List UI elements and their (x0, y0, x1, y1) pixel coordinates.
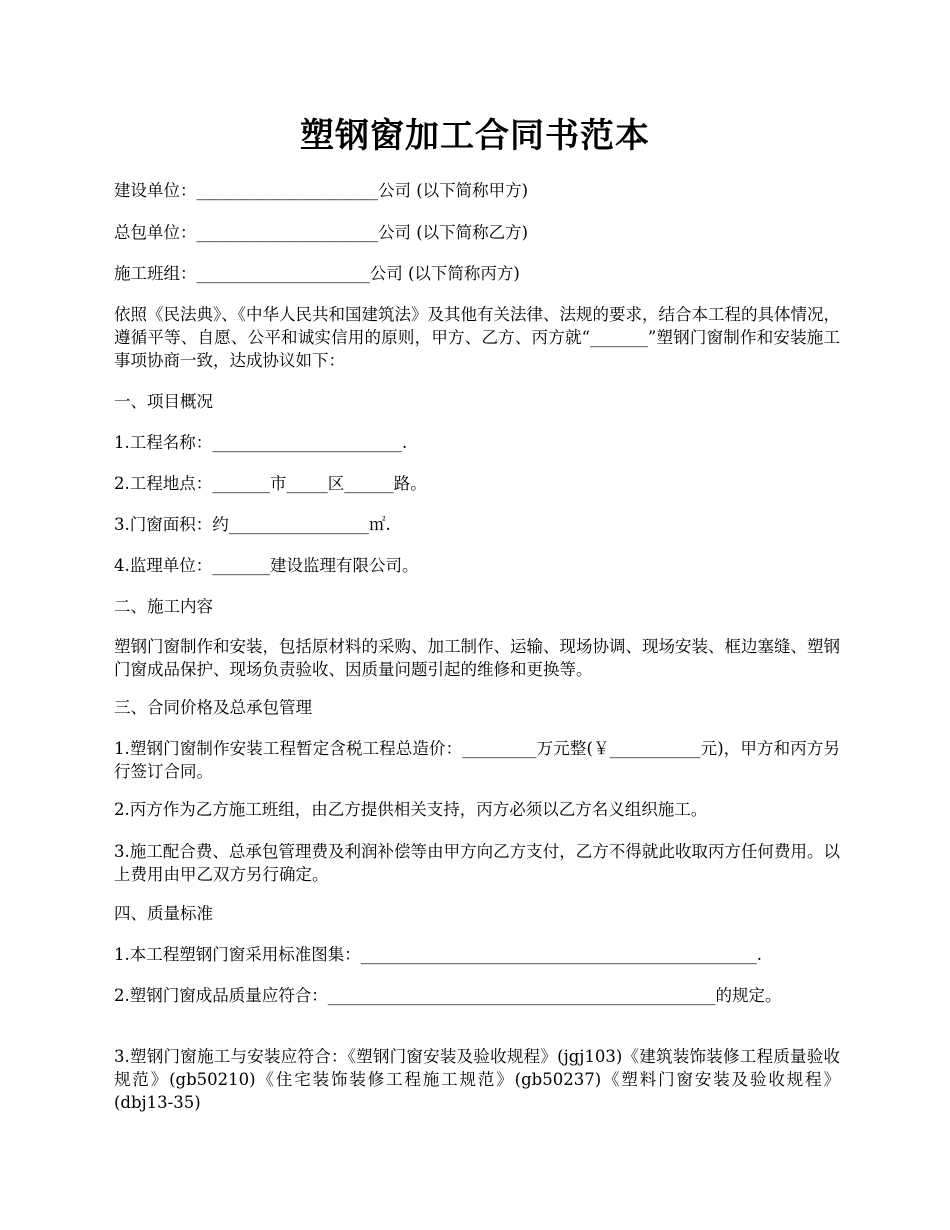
party-b-line: 总包单位：______________________公司 (以下简称乙方) (114, 223, 529, 242)
clause-4-2: 2.塑钢门窗成品质量应符合：_______________________________________________的规定。 (114, 986, 782, 1005)
party-c-line: 施工班组：_____________________公司 (以下简称丙方) (114, 264, 520, 283)
clause-3-3: 3.施工配合费、总承包管理费及利润补偿等由甲方向乙方支付，乙方不得就此收取丙方任何费用。以上费用由甲乙双方另行确定。 (114, 842, 840, 884)
party-a-line: 建设单位：______________________公司 (以下简称甲方) (114, 181, 529, 200)
document-title: 塑钢窗加工合同书范本 (300, 116, 650, 156)
section-heading-1: 一、项目概况 (114, 392, 213, 411)
clause-1-4: 4.监理单位：_______建设监理有限公司。 (114, 556, 419, 575)
clause-1-3: 3.门窗面积：约_________________㎡. (114, 515, 391, 534)
section-heading-2: 二、施工内容 (114, 597, 213, 616)
clause-3-1: 1.塑钢门窗制作安装工程暂定含税工程总造价：_________万元整(￥___________元)，甲方和丙方另行签订合同。 (114, 739, 840, 781)
section-heading-3: 三、合同价格及总承包管理 (114, 698, 312, 717)
clause-1-1: 1.工程名称：_______________________. (114, 433, 408, 452)
construction-content-paragraph: 塑钢门窗制作和安装，包括原材料的采购、加工制作、运输、现场协调、现场安装、框边塞缝、塑钢门窗成品保护、现场负责验收、因质量问题引起的维修和更换等。 (114, 637, 840, 679)
clause-3-2: 2.丙方作为乙方施工班组，由乙方提供相关支持，丙方必须以乙方名义组织施工。 (114, 800, 708, 819)
section-heading-4: 四、质量标准 (114, 904, 213, 923)
clause-4-1: 1.本工程塑钢门窗采用标准图集：________________________________________________. (114, 945, 762, 964)
preamble-paragraph: 依照《民法典》、《中华人民共和国建筑法》及其他有关法律、法规的要求，结合本工程的具体情况，遵循平等、自愿、公平和诚实信用的原则，甲方、乙方、丙方就“_______”塑钢门窗制作和安装施工事项协商一致，达成协议如下： (114, 305, 840, 370)
clause-1-2: 2.工程地点：_______市_____区______路。 (114, 474, 427, 493)
clause-4-3: 3.塑钢门窗施工与安装应符合：《塑钢门窗安装及验收规程》(jgj103)《建筑装饰装修工程质量验收规范》(gb50210)《住宅装饰装修工程施工规范》(gb50237)《塑料门窗安装及验收规程》(dbj13-35) (114, 1047, 840, 1112)
